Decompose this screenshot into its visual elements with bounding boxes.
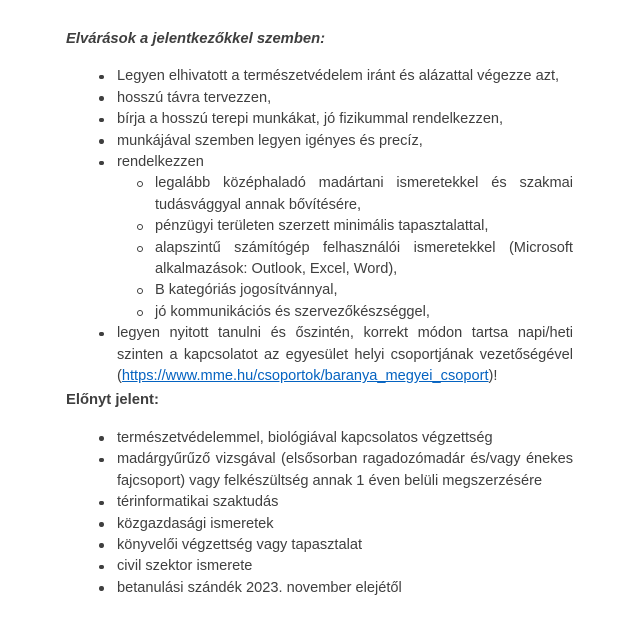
list-item	[117, 88, 573, 109]
list-item-text: legyen nyitott tanulni és őszintén, korrekt módon tartsa napi/heti szinten a kapcsolatot az egyesület helyi csoportjának vezetőségével	[117, 325, 573, 363]
section1-list	[66, 66, 573, 387]
list-item	[117, 449, 573, 492]
list-item	[117, 428, 573, 449]
list-item-text: térinformatikai szaktudás	[117, 494, 279, 511]
sublist-item	[155, 238, 573, 281]
list-item	[117, 66, 573, 87]
section1-sublist	[117, 173, 573, 323]
list-item	[117, 535, 573, 556]
link-prefix: (	[117, 368, 122, 385]
list-item-text: betanulási szándék 2023. november elejétől	[117, 579, 402, 596]
list-item-text: természetvédelemmel, biológiával kapcsolatos végzettség	[117, 429, 493, 446]
section2-list	[66, 428, 573, 599]
sublist-item	[155, 216, 573, 237]
sublist-item	[155, 302, 573, 323]
list-item-text: civil szektor ismerete	[117, 558, 253, 575]
list-item	[117, 578, 573, 599]
list-item	[117, 514, 573, 535]
sublist-item-text: alapszintű számítógép felhasználói ismeretekkel (Microsoft alkalmazások: Outlook, Excel, Word),	[155, 239, 573, 278]
list-item-text: Legyen elhivatott a természetvédelem iránt és alázattal végezze azt,	[117, 68, 560, 85]
sublist-item-text: pénzügyi területen szerzett minimális tapasztalattal,	[155, 218, 489, 235]
sublist-item-text: B kategóriás jogosítvánnyal,	[155, 282, 338, 299]
link-suffix: )!	[488, 368, 498, 385]
sublist-item	[155, 173, 573, 216]
list-item	[117, 152, 573, 323]
section2-heading: Előnyt jelent:	[66, 391, 159, 408]
mme-csoport-link[interactable]: https://www.mme.hu/csoportok/baranya_megyei_csoport	[121, 368, 489, 385]
list-item-text: hosszú távra tervezzen,	[117, 89, 272, 106]
list-item-text: bírja a hosszú terepi munkákat, jó fizikummal rendelkezzen,	[117, 111, 504, 128]
list-item	[117, 556, 573, 577]
list-item	[117, 109, 573, 130]
link-wrapper	[117, 368, 497, 384]
list-item	[117, 492, 573, 513]
list-item-text: könyvelői végzettség vagy tapasztalat	[117, 536, 362, 553]
sublist-item	[155, 280, 573, 301]
list-item-text: munkájával szemben legyen igényes és precíz,	[117, 132, 423, 149]
list-item-text: közgazdasági ismeretek	[117, 515, 274, 532]
list-item	[117, 131, 573, 152]
sublist-item-text: jó kommunikációs és szervezőkészséggel,	[155, 303, 430, 320]
list-item-text: madárgyűrűző vizsgával (elsősorban ragadozómadár és/vagy énekes fajcsoport) vagy felkészültség annak 1 éven belüli megszerzésére	[117, 451, 573, 489]
list-item-text: rendelkezzen	[117, 154, 204, 171]
section1-heading: Elvárások a jelentkezőkkel szemben:	[66, 31, 326, 47]
sublist-item-text: legalább középhaladó madártani ismeretekkel és szakmai tudásvággyal annak bővítésére,	[155, 175, 573, 213]
list-item	[117, 323, 573, 387]
